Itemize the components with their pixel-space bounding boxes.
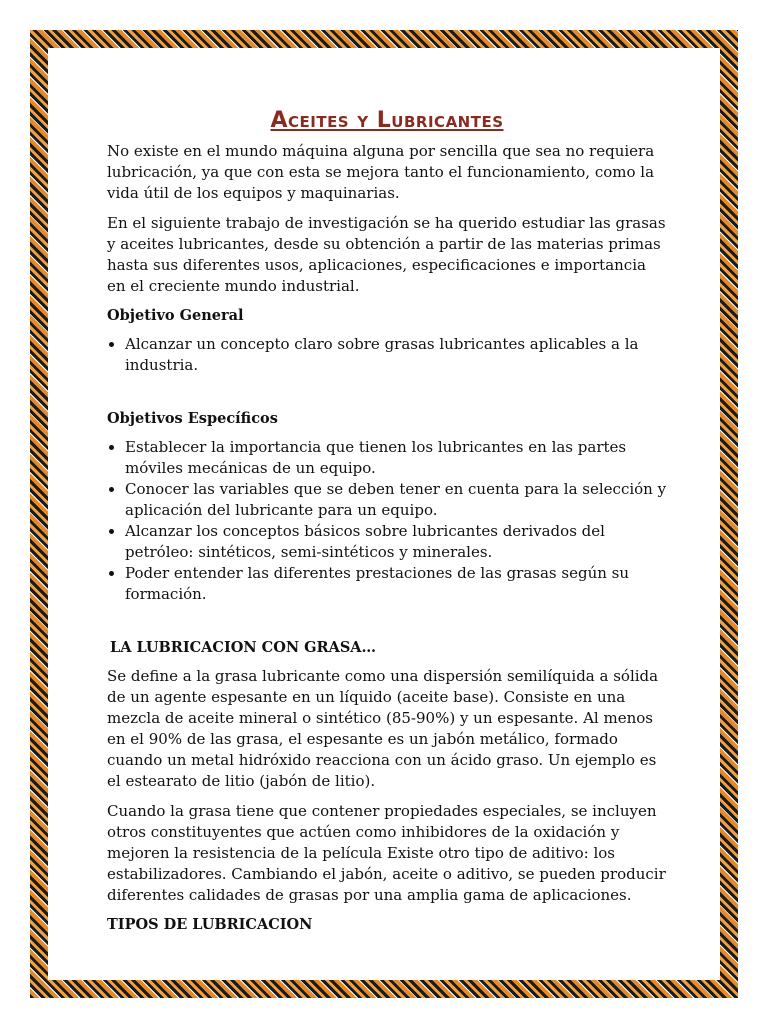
objetivo-general-list xyxy=(107,334,667,376)
spacer xyxy=(107,615,667,629)
objetivos-especificos-list xyxy=(107,437,667,605)
list-item: • Alcanzar los conceptos básicos sobre lubricantes derivados del petróleo: sintéticos, semi-sintéticos y minerales. xyxy=(125,521,667,563)
objetivos-especificos-heading: Objetivos Específicos xyxy=(107,410,278,427)
objetivo-general-heading: Objetivo General xyxy=(107,307,244,324)
tipos-heading: TIPOS DE LUBRICACION xyxy=(107,916,313,933)
grasa-paragraph-1: Se define a la grasa lubricante como una dispersión semilíquida a sólida de un agente espesante en un líquido (aceite base). Consiste en una mezcla de aceite mineral o sintético (85-90%) y un espesante. Al menos en el 90% de las grasa, el espesante es un jabón metálico, formado cuando un metal hidróxido reacciona con un ácido graso. Un ejemplo es el estearato de litio (jabón de litio). xyxy=(107,667,659,790)
list-item: • Conocer las variables que se deben tener en cuenta para la selección y aplicación del lubricante para un equipo. xyxy=(125,479,667,521)
page-title: Aceites y Lubricantes xyxy=(270,108,504,133)
intro-paragraph-1: No existe en el mundo máquina alguna por sencilla que sea no requiera lubricación, ya que con esta se mejora tanto el funcionamiento, como la vida útil de los equipos y maquinarias. xyxy=(107,142,655,202)
intro-paragraph-2: En el siguiente trabajo de investigación se ha querido estudiar las grasas y aceites lubricantes, desde su obtención a partir de las materias primas hasta sus diferentes usos, aplicaciones, especificaciones e importancia en el creciente mundo industrial. xyxy=(107,214,666,295)
grasa-section-heading: LA LUBRICACION CON GRASA… xyxy=(110,639,377,656)
list-item: • Establecer la importancia que tienen los lubricantes en las partes móviles mecánicas de un equipo. xyxy=(125,437,667,479)
grasa-paragraph-2: Cuando la grasa tiene que contener propiedades especiales, se incluyen otros constituyentes que actúen como inhibidores de la oxidación y mejoren la resistencia de la película Existe otro tipo de aditivo: los estabilizadores. Cambiando el jabón, aceite o aditivo, se pueden producir diferentes calidades de grasas por una amplia gama de aplicaciones. xyxy=(107,802,666,904)
document-body xyxy=(107,108,667,943)
spacer xyxy=(107,386,667,400)
list-item: • Alcanzar un concepto claro sobre grasas lubricantes aplicables a la industria. xyxy=(125,334,667,376)
list-item: • Poder entender las diferentes prestaciones de las grasas según su formación. xyxy=(125,563,667,605)
